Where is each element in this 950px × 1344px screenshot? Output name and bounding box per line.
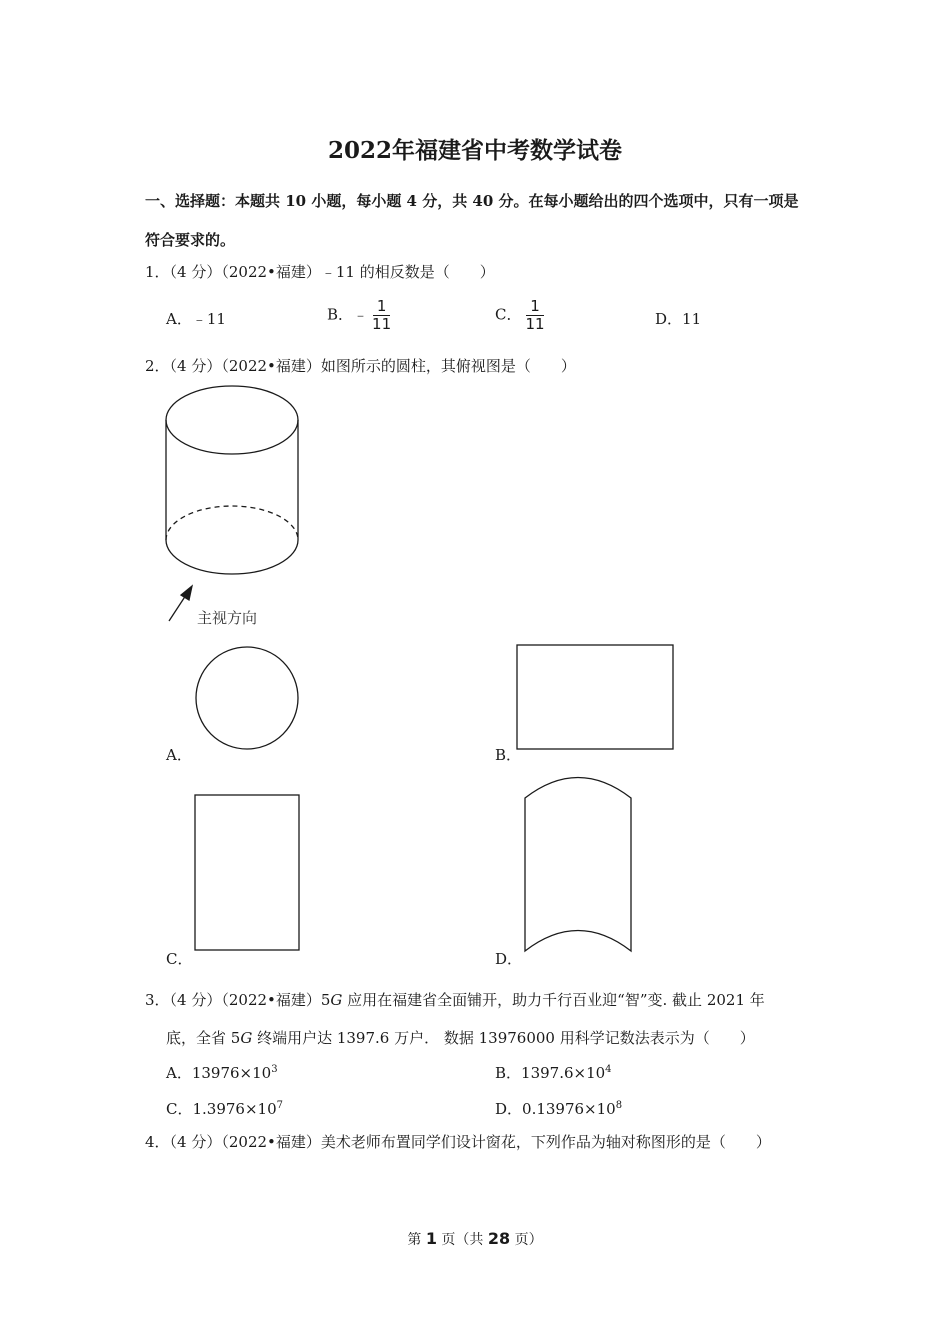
option-c-rectangle xyxy=(195,795,299,950)
section-heading-line1: 一、选择题：本题共 10 小题，每小题 4 分，共 40 分。在每小题给出的四个选项中，只有一项是 xyxy=(145,192,799,210)
option-d-curved-shape xyxy=(525,778,631,952)
q3-option-a xyxy=(166,1062,278,1083)
cylinder-figure xyxy=(166,386,298,574)
page-title: 2022年福建省中考数学试卷 xyxy=(327,137,622,164)
page-footer xyxy=(0,1229,950,1249)
question-3-stem-line2 xyxy=(166,1027,755,1048)
q3-option-a-base: A．13976×10 xyxy=(166,1064,272,1082)
footer-total-pages: 28 xyxy=(487,1229,511,1248)
q3-line2-text: 底，全省 5 xyxy=(166,1029,241,1047)
q3-option-d-exponent: 8 xyxy=(615,1100,623,1111)
fraction-denominator: 11 xyxy=(525,315,545,333)
q2-option-c-label: C． xyxy=(166,950,193,968)
q1-option-d: D．11 xyxy=(655,310,702,328)
q1-option-b-sign: ﹣ xyxy=(353,305,369,324)
q3-option-c-base: C．1.3976×10 xyxy=(166,1100,277,1118)
q3-line1-italic-g: G xyxy=(330,991,343,1009)
q3-option-d-base: D．0.13976×10 xyxy=(495,1100,616,1118)
q2-option-b-label: B． xyxy=(495,746,522,764)
footer-prefix: 第 xyxy=(407,1232,426,1248)
footer-middle: 页（共 xyxy=(436,1232,488,1248)
q1-option-a: A．﹣11 xyxy=(166,310,226,328)
q3-option-c xyxy=(166,1098,283,1119)
question-1-stem: 1．（4 分）（2022•福建）﹣11 的相反数是（ ） xyxy=(145,263,495,281)
q3-option-b xyxy=(495,1062,612,1083)
q3-line2-italic-g: G xyxy=(240,1029,253,1047)
footer-suffix: 页） xyxy=(510,1232,543,1248)
question-2-stem: 2．（4 分）（2022•福建）如图所示的圆柱，其俯视图是（ ） xyxy=(145,357,576,375)
fraction-denominator: 11 xyxy=(372,315,392,333)
q3-option-c-exponent: 7 xyxy=(276,1100,283,1111)
q3-option-a-exponent: 3 xyxy=(271,1064,278,1075)
q3-option-b-base: B．1397.6×10 xyxy=(495,1064,606,1082)
q2-option-a-label: A． xyxy=(166,746,192,764)
option-a-circle xyxy=(196,647,298,749)
question-4-stem: 4．（4 分）（2022•福建）美术老师布置同学们设计窗花，下列作品为轴对称图形的是（ ） xyxy=(145,1133,771,1151)
footer-page-number: 1 xyxy=(425,1229,437,1248)
section-heading-line2: 符合要求的。 xyxy=(145,231,236,249)
q3-option-b-exponent: 4 xyxy=(605,1064,612,1075)
q3-line1-text: 3．（4 分）（2022•福建）5 xyxy=(145,991,331,1009)
q1-option-b-label: B． xyxy=(327,305,354,324)
q2-option-d-label: D． xyxy=(495,950,523,968)
fraction-numerator: 1 xyxy=(526,298,544,316)
q3-option-d xyxy=(495,1098,622,1119)
direction-arrow-icon xyxy=(169,586,192,621)
q1-option-c-label: C． xyxy=(495,305,522,324)
fraction-numerator: 1 xyxy=(373,298,391,316)
option-b-rectangle xyxy=(517,645,673,749)
question-3-stem-line1 xyxy=(145,989,765,1010)
q3-line1-text-rest: 应用在福建省全面铺开，助力千行百业迎“智”变. 截止 2021 年 xyxy=(342,991,765,1009)
q3-line2-text-rest: 终端用户达 1397.6 万户． 数据 13976000 用科学记数法表示为（ ） xyxy=(252,1029,755,1047)
main-view-direction-label: 主视方向 xyxy=(197,609,258,627)
